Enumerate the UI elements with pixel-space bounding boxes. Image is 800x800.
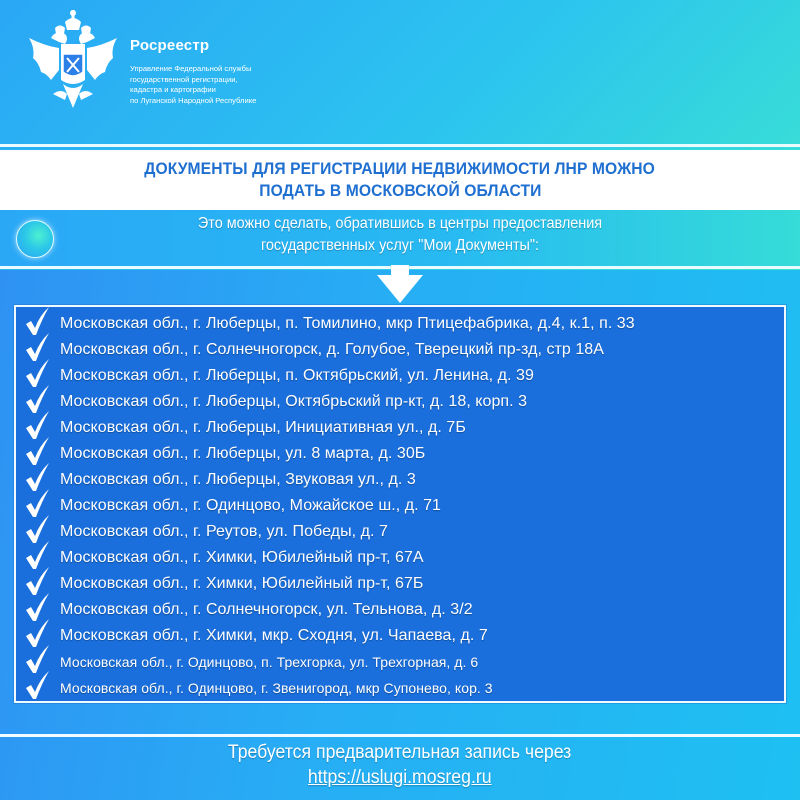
double-headed-eagle-emblem-icon [25, 8, 121, 110]
title-band [0, 150, 800, 210]
address-list [14, 305, 786, 703]
brand-subtitle-line: по Луганской Народной Республике [130, 95, 257, 105]
brand-name: Росреестр [130, 37, 210, 54]
list-item [16, 415, 786, 441]
list-item [16, 649, 786, 675]
list-item [16, 311, 786, 337]
footer-link-wrap [0, 766, 800, 790]
list-item [16, 597, 786, 623]
checkmark-icon [24, 671, 50, 701]
page-title-line: ПОДАТЬ В МОСКОВСКОЙ ОБЛАСТИ [258, 181, 542, 200]
list-item [16, 363, 786, 389]
list-item [16, 519, 786, 545]
address-text: Московская обл., г. Солнечногорск, ул. Тельнова, д. 3/2 [60, 601, 473, 618]
list-item [16, 571, 786, 597]
list-item [16, 623, 786, 649]
address-text: Московская обл., г. Химки, Юбилейный пр-т, 67Б [60, 575, 424, 592]
divider [0, 734, 800, 737]
footer-note: Требуется предварительная запись через [228, 742, 572, 763]
address-text: Московская обл., г. Одинцово, п. Трехгорка, ул. Трехгорная, д. 6 [60, 654, 479, 670]
brand-subtitle [130, 64, 330, 106]
subtitle [0, 213, 800, 257]
registration-link[interactable]: https://uslugi.mosreg.ru [308, 767, 492, 788]
address-text: Московская обл., г. Солнечногорск, д. Голубое, Тверецкий пр-зд, стр 18А [60, 341, 604, 358]
subtitle-line: Это можно сделать, обратившись в центры предоставления [197, 215, 603, 232]
address-text: Московская обл., г. Одинцово, г. Звенигород, мкр Супонево, кор. 3 [60, 680, 493, 696]
brand-subtitle-line: государственной регистрации, [130, 74, 238, 84]
list-item [16, 441, 786, 467]
divider [0, 144, 800, 147]
page-title-line: ДОКУМЕНТЫ ДЛЯ РЕГИСТРАЦИИ НЕДВИЖИМОСТИ ЛНР МОЖНО [144, 159, 656, 178]
brand-subtitle-line: кадастра и картографии [130, 85, 216, 94]
address-text: Московская обл., г. Люберцы, Звуковая ул., д. 3 [60, 471, 416, 488]
list-item [16, 545, 786, 571]
address-text: Московская обл., г. Люберцы, ул. 8 марта, д. 30Б [60, 445, 426, 462]
address-text: Московская обл., г. Люберцы, п. Октябрьский, ул. Ленина, д. 39 [60, 367, 534, 384]
footer-text [0, 741, 800, 765]
address-text: Московская обл., г. Химки, мкр. Сходня, ул. Чапаева, д. 7 [60, 627, 488, 644]
header [0, 0, 800, 148]
list-item [16, 675, 786, 701]
address-text: Московская обл., г. Люберцы, п. Томилино, мкр Птицефабрика, д.4, к.1, п. 33 [60, 315, 635, 332]
list-item [16, 493, 786, 519]
address-text: Московская обл., г. Люберцы, Инициативная ул., д. 7Б [60, 419, 466, 436]
list-item [16, 467, 786, 493]
list-item [16, 337, 786, 363]
subtitle-line: государственных услуг "Мои Документы": [260, 237, 540, 254]
address-text: Московская обл., г. Одинцово, Можайское ш., д. 71 [60, 497, 441, 514]
list-item [16, 389, 786, 415]
address-text: Московская обл., г. Реутов, ул. Победы, д. 7 [60, 523, 388, 540]
down-arrow-icon [377, 265, 423, 303]
address-text: Московская обл., г. Химки, Юбилейный пр-т, 67А [60, 549, 424, 566]
address-text: Московская обл., г. Люберцы, Октябрьский пр-кт, д. 18, корп. 3 [60, 393, 528, 410]
brand-subtitle-line: Управление Федеральной службы [130, 64, 252, 73]
